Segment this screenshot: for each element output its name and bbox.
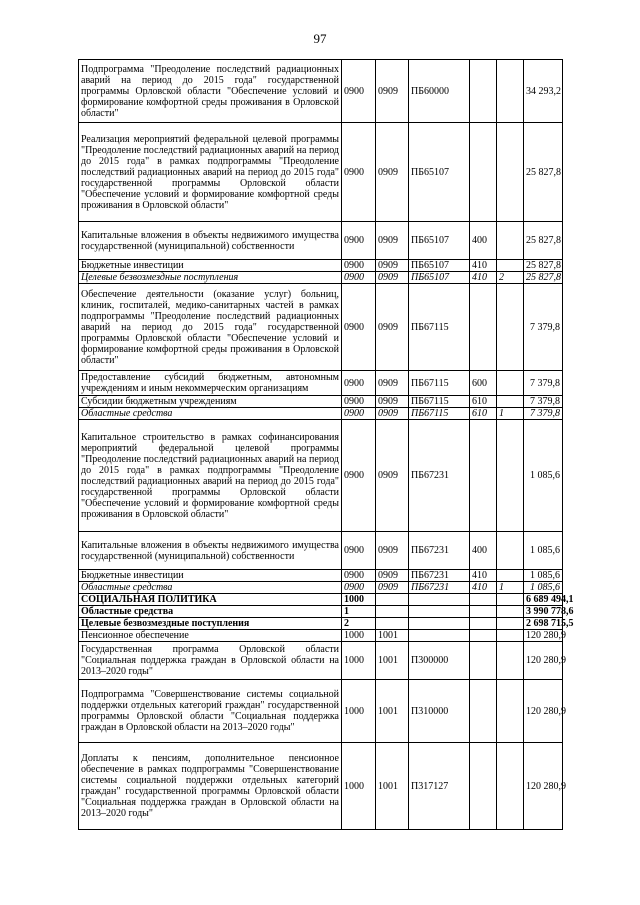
amount-cell: 1 085,6	[524, 582, 563, 594]
table-row	[79, 642, 563, 680]
subsection-code-cell: 0909	[376, 396, 409, 408]
amount-cell: 1 085,6	[524, 570, 563, 582]
amount-cell: 7 379,8	[524, 396, 563, 408]
funding-source-cell: 1	[497, 408, 524, 420]
funding-source-cell	[497, 284, 524, 371]
target-item-code-cell: ПБ67115	[409, 284, 470, 371]
section-code-cell: 0900	[342, 272, 376, 284]
target-item-code-cell: ПБ60000	[409, 60, 470, 123]
section-code-cell: 0900	[342, 284, 376, 371]
subsection-code-cell: 0909	[376, 532, 409, 570]
expense-type-code-cell: 410	[470, 582, 497, 594]
subsection-code-cell: 1001	[376, 630, 409, 642]
amount-cell: 1 085,6	[524, 420, 563, 532]
expense-type-code-cell: 400	[470, 532, 497, 570]
funding-source-cell	[497, 420, 524, 532]
amount-cell: 7 379,8	[524, 408, 563, 420]
subsection-code-cell: 1001	[376, 642, 409, 680]
item-name-cell: Реализация мероприятий федеральной целевой программы "Преодоление последствий радиационных аварий на период до 2015 года" в рамках подпрограммы "Преодоление последствий радиационных аварий на период до 2015 года" государственной программы Орловской области "Обеспечение условий и формирование комфортной среды проживания в Орловской области"	[79, 123, 342, 222]
expense-type-code-cell: 410	[470, 272, 497, 284]
amount-cell: 7 379,8	[524, 284, 563, 371]
funding-source-cell	[497, 260, 524, 272]
table-row	[79, 408, 563, 420]
target-item-code-cell: ПБ67115	[409, 371, 470, 396]
section-code-cell: 0900	[342, 570, 376, 582]
item-name-cell: Субсидии бюджетным учреждениям	[79, 396, 342, 408]
section-code-cell: 0900	[342, 396, 376, 408]
subsection-code-cell: 0909	[376, 570, 409, 582]
item-name-cell: Бюджетные инвестиции	[79, 570, 342, 582]
target-item-code-cell: ПБ65107	[409, 123, 470, 222]
section-code-cell: 1000	[342, 743, 376, 830]
item-name-cell: Капитальные вложения в объекты недвижимого имущества государственной (муниципальной) собственности	[79, 532, 342, 570]
target-item-code-cell: ПБ67115	[409, 408, 470, 420]
item-name-cell: Областные средства	[79, 408, 342, 420]
funding-source-cell	[497, 123, 524, 222]
expense-type-code-cell: 610	[470, 396, 497, 408]
budget-table	[78, 59, 574, 830]
amount-cell: 34 293,2	[524, 60, 563, 123]
item-name-cell: Предоставление субсидий бюджетным, автономным учреждениям и иным некоммерческим организациям	[79, 371, 342, 396]
table-row	[79, 532, 563, 570]
amount-cell: 2 698 715,5	[524, 618, 563, 630]
amount-cell: 25 827,8	[524, 222, 563, 260]
amount-cell: 25 827,8	[524, 123, 563, 222]
amount-cell: 1 085,6	[524, 532, 563, 570]
table-row	[79, 396, 563, 408]
table-row	[79, 594, 563, 606]
section-code-cell: 0900	[342, 260, 376, 272]
expense-type-code-cell	[470, 284, 497, 371]
table-row	[79, 618, 563, 630]
expense-type-code-cell	[470, 630, 497, 642]
table-row	[79, 60, 563, 123]
subsection-code-cell: 0909	[376, 371, 409, 396]
target-item-code-cell	[409, 618, 470, 630]
expense-type-code-cell	[470, 642, 497, 680]
section-code-cell: 0900	[342, 371, 376, 396]
subsection-code-cell: 0909	[376, 123, 409, 222]
expense-type-code-cell	[470, 420, 497, 532]
target-item-code-cell	[409, 606, 470, 618]
section-code-cell: 1	[342, 606, 376, 618]
funding-source-cell	[497, 60, 524, 123]
expense-type-code-cell	[470, 743, 497, 830]
funding-source-cell	[497, 680, 524, 743]
section-code-cell: 1000	[342, 680, 376, 743]
target-item-code-cell: ПБ67231	[409, 570, 470, 582]
expense-type-code-cell	[470, 680, 497, 743]
expense-type-code-cell	[470, 123, 497, 222]
funding-source-cell	[497, 642, 524, 680]
amount-cell: 7 379,8	[524, 371, 563, 396]
target-item-code-cell: ПБ67231	[409, 532, 470, 570]
item-name-cell: Капитальные вложения в объекты недвижимого имущества государственной (муниципальной) собственности	[79, 222, 342, 260]
table-row	[79, 260, 563, 272]
funding-source-cell	[497, 630, 524, 642]
target-item-code-cell: ПБ65107	[409, 260, 470, 272]
target-item-code-cell: ПБ65107	[409, 222, 470, 260]
amount-cell: 120 280,9	[524, 642, 563, 680]
table-row	[79, 284, 563, 371]
amount-cell: 120 280,9	[524, 680, 563, 743]
table-row	[79, 222, 563, 260]
page-number: 97	[313, 31, 327, 46]
section-code-cell: 1000	[342, 642, 376, 680]
section-code-cell: 0900	[342, 532, 376, 570]
amount-cell: 6 689 494,1	[524, 594, 563, 606]
section-code-cell: 1000	[342, 594, 376, 606]
section-code-cell: 0900	[342, 582, 376, 594]
target-item-code-cell: ПБ67231	[409, 582, 470, 594]
funding-source-cell	[497, 570, 524, 582]
item-name-cell: Пенсионное обеспечение	[79, 630, 342, 642]
item-name-cell: Государственная программа Орловской области "Социальная поддержка граждан в Орловской области на 2013–2020 годы"	[79, 642, 342, 680]
table-row	[79, 123, 563, 222]
amount-cell: 120 280,9	[524, 630, 563, 642]
section-code-cell: 2	[342, 618, 376, 630]
funding-source-cell	[497, 594, 524, 606]
funding-source-cell	[497, 371, 524, 396]
table-row	[79, 630, 563, 642]
item-name-cell: СОЦИАЛЬНАЯ ПОЛИТИКА	[79, 594, 342, 606]
table-row	[79, 570, 563, 582]
section-code-cell: 0900	[342, 123, 376, 222]
table-row	[79, 606, 563, 618]
funding-source-cell	[497, 396, 524, 408]
subsection-code-cell: 1001	[376, 743, 409, 830]
subsection-code-cell: 0909	[376, 260, 409, 272]
table-row	[79, 680, 563, 743]
subsection-code-cell	[376, 618, 409, 630]
funding-source-cell: 2	[497, 272, 524, 284]
expense-type-code-cell	[470, 618, 497, 630]
expense-type-code-cell	[470, 60, 497, 123]
subsection-code-cell	[376, 594, 409, 606]
item-name-cell: Подпрограмма "Преодоление последствий радиационных аварий на период до 2015 года" государственной программы Орловской области "Обеспечение условий и формирование комфортной среды проживания в Орловской области"	[79, 60, 342, 123]
expense-type-code-cell	[470, 594, 497, 606]
amount-cell: 25 827,8	[524, 260, 563, 272]
item-name-cell: Подпрограмма "Совершенствование системы социальной поддержки отдельных категорий граждан" государственной программы Орловской области "Социальная поддержка граждан в Орловской области на 2013–2020 годы"	[79, 680, 342, 743]
table-row	[79, 272, 563, 284]
subsection-code-cell: 0909	[376, 408, 409, 420]
subsection-code-cell: 0909	[376, 60, 409, 123]
expense-type-code-cell: 410	[470, 570, 497, 582]
expense-type-code-cell: 410	[470, 260, 497, 272]
amount-cell: 3 990 778,6	[524, 606, 563, 618]
section-code-cell: 0900	[342, 408, 376, 420]
section-code-cell: 1000	[342, 630, 376, 642]
subsection-code-cell: 1001	[376, 680, 409, 743]
target-item-code-cell	[409, 630, 470, 642]
item-name-cell: Областные средства	[79, 606, 342, 618]
item-name-cell: Областные средства	[79, 582, 342, 594]
target-item-code-cell: ПБ67231	[409, 420, 470, 532]
section-code-cell: 0900	[342, 60, 376, 123]
funding-source-cell	[497, 743, 524, 830]
table-row	[79, 743, 563, 830]
expense-type-code-cell: 400	[470, 222, 497, 260]
subsection-code-cell: 0909	[376, 420, 409, 532]
subsection-code-cell: 0909	[376, 284, 409, 371]
funding-source-cell	[497, 532, 524, 570]
item-name-cell: Доплаты к пенсиям, дополнительное пенсионное обеспечение в рамках подпрограммы "Совершенствование системы социальной поддержки отдельных категорий граждан" государственной программы Орловской области "Социальная поддержка граждан в Орловской области на 2013–2020 годы"	[79, 743, 342, 830]
amount-cell: 25 827,8	[524, 272, 563, 284]
target-item-code-cell: ПБ67115	[409, 396, 470, 408]
item-name-cell: Целевые безвозмездные поступления	[79, 272, 342, 284]
item-name-cell: Бюджетные инвестиции	[79, 260, 342, 272]
funding-source-cell: 1	[497, 582, 524, 594]
subsection-code-cell: 0909	[376, 582, 409, 594]
expense-type-code-cell	[470, 606, 497, 618]
section-code-cell: 0900	[342, 420, 376, 532]
table-row	[79, 420, 563, 532]
item-name-cell: Целевые безвозмездные поступления	[79, 618, 342, 630]
item-name-cell: Капитальное строительство в рамках софинансирования мероприятий федеральной целевой программы "Преодоление последствий радиационных аварий на период до 2015 года" в рамках подпрограммы "Преодоление последствий радиационных аварий на период до 2015 года" государственной программы Орловской области "Обеспечение условий и формирование комфортной среды проживания в Орловской области"	[79, 420, 342, 532]
subsection-code-cell	[376, 606, 409, 618]
table-row	[79, 582, 563, 594]
funding-source-cell	[497, 222, 524, 260]
table-row	[79, 371, 563, 396]
funding-source-cell	[497, 606, 524, 618]
section-code-cell: 0900	[342, 222, 376, 260]
target-item-code-cell: П300000	[409, 642, 470, 680]
expense-type-code-cell: 610	[470, 408, 497, 420]
target-item-code-cell: П310000	[409, 680, 470, 743]
target-item-code-cell: П317127	[409, 743, 470, 830]
amount-cell: 120 280,9	[524, 743, 563, 830]
subsection-code-cell: 0909	[376, 272, 409, 284]
subsection-code-cell: 0909	[376, 222, 409, 260]
funding-source-cell	[497, 618, 524, 630]
expense-type-code-cell: 600	[470, 371, 497, 396]
item-name-cell: Обеспечение деятельности (оказание услуг) больниц, клиник, госпиталей, медико-санитарных частей в рамках подпрограммы "Преодоление последствий радиационных аварий на период до 2015 года" государственной программы Орловской области "Обеспечение условий и формирование комфортной среды проживания в Орловской области"	[79, 284, 342, 371]
target-item-code-cell	[409, 594, 470, 606]
target-item-code-cell: ПБ65107	[409, 272, 470, 284]
